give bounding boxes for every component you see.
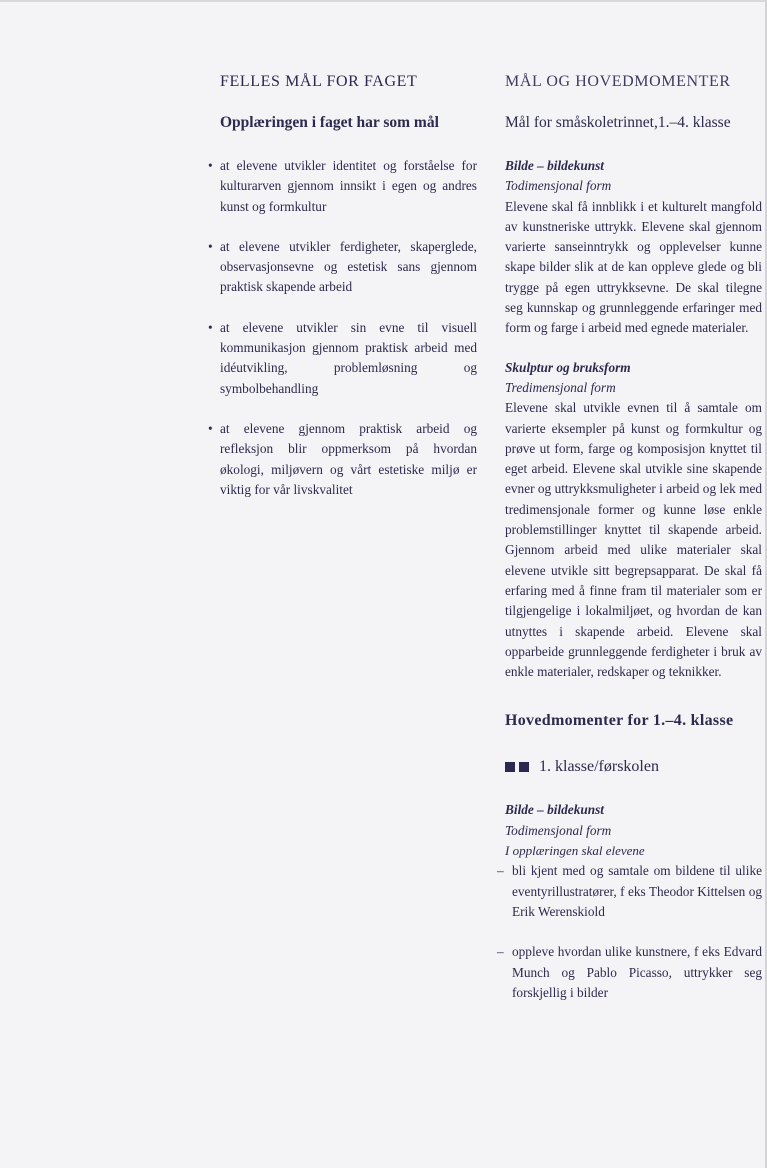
goals-list xyxy=(205,156,477,500)
bullet-icon: • xyxy=(208,158,213,173)
goal-text: at elevene gjennom praktisk arbeid og refleksjon blir oppmerksom på hvordan økologi, miljøvern og vårt estetiske miljø er viktig for vår livskvalitet xyxy=(220,420,477,497)
intro-text: I opplæringen skal elevene xyxy=(505,843,645,859)
section-subtitle: Todimensjonal form xyxy=(505,822,612,838)
left-heading: FELLES MÅL FOR FAGET xyxy=(220,73,418,90)
goal-text: at elevene utvikler sin evne til visuell kommunikasjon gjennom praktisk arbeid med idéutvikling, problemløsning og symbolbehandling xyxy=(220,319,477,396)
goal-text: at elevene utvikler ferdigheter, skaperglede, observasjonsevne og estetisk sans gjennom praktisk skapende arbeid xyxy=(220,238,477,295)
right-subheading: Mål for småskoletrinnet,1.–4. klasse xyxy=(505,114,731,131)
bullet-icon: • xyxy=(208,420,213,436)
right-column xyxy=(497,70,762,1023)
section-title: Bilde – bildekunst xyxy=(505,802,604,818)
right-heading: MÅL OG HOVEDMOMENTER xyxy=(505,73,731,90)
section-text: Elevene skal utvikle evnen til å samtale om varierte eksempler på kunst og formkultur og prøve ut form, farge og komposisjon knyttet til eget arbeid. Elevene skal utvikle sine skapende evner og uttrykksmuligheter i arbeid og lek med tredimensjonale former og kunne løse enkle problemstillinger knyttet til skapende arbeid. Gjennom arbeid med ulike materialer skal elevene utvikle sitt begrepsapparat. De skal få erfaring med å finne fram til materialer som er tilgjengelige i lokalmiljøet, og hvordan de kan utnyttes i skapende arbeid. Elevene skal opparbeide grunnleggende ferdigheter i bruk av enkle materialer, redskaper og teknikker. xyxy=(505,400,762,680)
goal-item xyxy=(205,237,477,298)
page-edge-top xyxy=(0,0,767,2)
left-column xyxy=(205,70,477,520)
class-section xyxy=(505,800,762,841)
hovedmomenter-heading: Hovedmomenter for 1.–4. klasse xyxy=(505,712,734,730)
goal-item xyxy=(205,318,477,399)
left-subheading: Opplæringen i faget har som mål xyxy=(220,114,439,131)
section-title: Skulptur og bruksform xyxy=(505,359,631,375)
section-title: Bilde – bildekunst xyxy=(505,158,604,173)
class-label-row xyxy=(505,756,762,778)
section-subtitle: Tredimensjonal form xyxy=(505,379,616,395)
goal-item xyxy=(205,419,477,500)
bullet-icon: • xyxy=(208,238,213,254)
class-label: 1. klasse/førskolen xyxy=(539,758,659,776)
dash-icon: – xyxy=(497,863,504,879)
goal-text: at elevene utvikler identitet og forståelse for kulturarven gjennom innsikt i egen og andres kunst og formkultur xyxy=(220,158,477,214)
activity-item xyxy=(497,942,762,1003)
section-subtitle: Todimensjonal form xyxy=(505,178,612,194)
section-bilde xyxy=(505,156,762,339)
bullet-icon: • xyxy=(208,319,213,335)
square-bullets-icon xyxy=(505,762,529,772)
activity-text: oppleve hvordan ulike kunstnere, f eks Edvard Munch og Pablo Picasso, uttrykker seg forskjellig i bilder xyxy=(512,944,762,1000)
goal-item xyxy=(205,156,477,217)
activity-text: bli kjent med og samtale om bildene til ulike eventyrillustratører, f eks Theodor Kittelsen og Erik Werenskiold xyxy=(512,863,762,919)
activity-list xyxy=(497,861,762,1003)
section-skulptur xyxy=(505,358,762,683)
section-text: Elevene skal få innblikk i et kulturelt mangfold av kunstneriske uttrykk. Elevene skal gjennom varierte sanseinntrykk og opplevelser kunne skape bilder slik at de kan oppleve glede og bli trygge på egen uttrykksevne. De skal tilegne seg kunnskap og grunnleggende erfaringer med form og farge i arbeid med egnede materialer. xyxy=(505,198,762,336)
dash-icon: – xyxy=(497,944,504,960)
activity-item xyxy=(497,861,762,922)
